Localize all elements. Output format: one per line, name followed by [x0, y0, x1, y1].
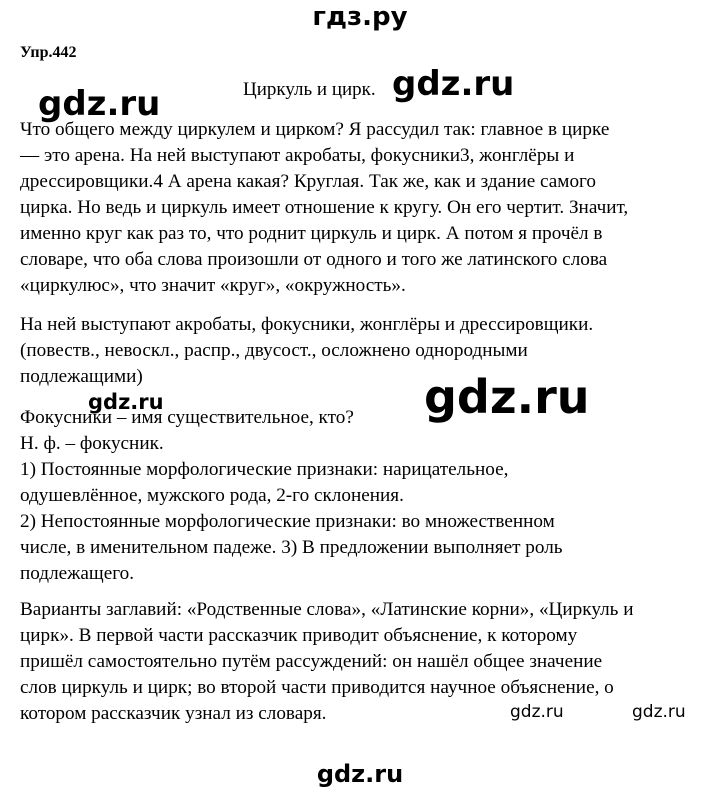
watermark: gdz.ru — [392, 64, 515, 104]
paragraph-title-variants: Варианты заглавий: «Родственные слова», «Латинские корни», «Циркуль и цирк». В первой части рассказчик приводит объяснение, к которому пришёл самостоятельно путём рассуждений: он нашёл общее значение слов циркуль и цирк; во второй части приводится научное объяснение, о котором рассказчик узнал из словаря. — [20, 599, 634, 724]
watermark-footer: gdz.ru — [316, 760, 404, 788]
watermark: gdz.ru — [510, 702, 564, 722]
watermark: gdz.ru — [632, 702, 686, 722]
watermark: gdz.ru — [88, 390, 164, 414]
paragraph-text: Что общего между циркулем и цирком? Я рассудил так: главное в цирке — это арена. На ней выступают акробаты, фокусники3, жонглёры и дрессировщики.4 А арена какая? Круглая. Так же, как и здание самого цирка. Но ведь и циркуль имеет отношение к кругу. Он его чертит. Значит, именно круг как раз то, что роднит циркуль и цирк. А потом я прочёл в словаре, что оба слова произошли от одного и того же латинского слова «циркулюс», что значит «круг», «окружность». — [20, 119, 629, 296]
text-title: Циркуль и цирк. — [243, 79, 376, 100]
paragraph-sentence-analysis: На ней выступают акробаты, фокусники, жонглёры и дрессировщики. (повеств., невоскл., распр., двусост., осложнено однородными подлежащими) — [20, 314, 594, 387]
site-header: гдз.ру — [312, 2, 408, 32]
watermark: gdz.ru — [424, 370, 590, 424]
watermark: gdz.ru — [38, 84, 161, 124]
paragraph-morphology: Фокусники – имя существительное, кто? Н. ф. – фокусник. 1) Постоянные морфологические признаки: нарицательное, одушевлённое, мужского рода, 2-го склонения. 2) Непостоянные морфологические признаки: во множественном числе, в именительном падеже. 3) В предложении выполняет роль подлежащего. — [20, 407, 563, 584]
exercise-label: Упр.442 — [20, 44, 77, 61]
